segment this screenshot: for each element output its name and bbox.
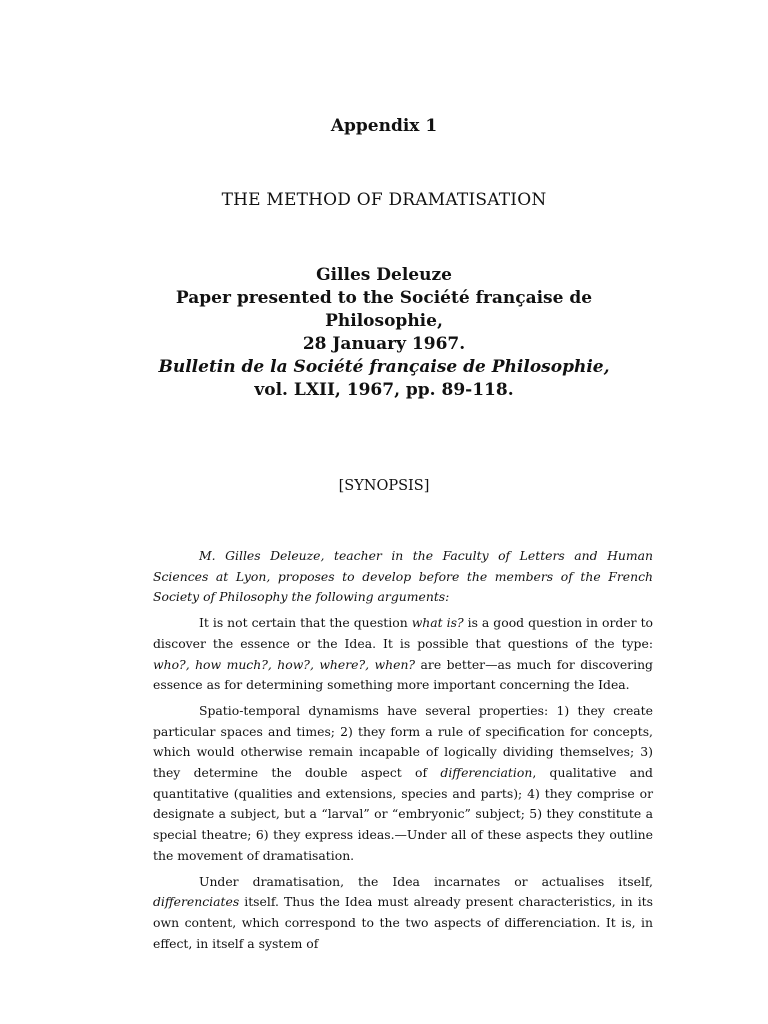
- paragraph-2: [153, 701, 653, 867]
- paragraph-3-text-b: itself. Thus the Idea must already present characteristics, in its own content, which correspond to the two aspects of differenciation. It is, in effect, in itself a system of: [153, 894, 653, 951]
- paragraph-1: [153, 613, 653, 696]
- paragraph-3: [153, 872, 653, 955]
- appendix-heading: Appendix 1: [330, 116, 438, 136]
- author-name: Gilles Deleuze: [316, 265, 452, 285]
- publication-info: [0, 264, 768, 402]
- document-title: THE METHOD OF DRAMATISATION: [221, 190, 547, 210]
- differenciation-term: differenciation: [440, 765, 533, 781]
- question-types: who?, how much?, how?, where?, when?: [153, 656, 416, 672]
- presentation-line-2: Philosophie,: [325, 311, 443, 331]
- paragraph-1-text-c: are better—as much for discovering essence as for determining something more important concerning the Idea.: [153, 656, 653, 693]
- paragraph-3-text-a: Under dramatisation, the Idea incarnates or actualises itself,: [199, 873, 653, 889]
- paragraph-2-text-b: , qualitative and quantitative (qualities and extensions, species and parts); 4) they comprise or designate a subject, but a “larval” or “embryonic” subject; 5) they constitute a special theatre; 6) they express ideas.—Under all of these aspects they outline the movement of dramatisation.: [153, 765, 653, 863]
- differenciates-term: differenciates: [153, 894, 240, 910]
- paragraph-2-text-a: Spatio-temporal dynamisms have several properties: 1) they create particular spaces and times; 2) they form a rule of specification for concepts, which would otherwise remain incapable of logically dividing themselves; 3) they determine the double aspect of: [153, 702, 653, 781]
- volume-info: vol. LXII, 1967, pp. 89-118.: [254, 380, 514, 400]
- synopsis-heading: [SYNOPSIS]: [338, 478, 430, 494]
- bulletin-title: Bulletin de la Société française de Philosophie,: [158, 357, 610, 377]
- what-is-phrase: what is?: [411, 615, 464, 631]
- paragraph-1-text-b: is a good question in order to discover the essence or the Idea. It is possible that questions of the type:: [153, 615, 654, 651]
- paragraph-1-text-a: It is not certain that the question: [199, 615, 412, 631]
- intro-paragraph: M. Gilles Deleuze, teacher in the Faculty of Letters and Human Sciences at Lyon, proposes to develop before the members of the French Society of Philosophy the following arguments:: [153, 548, 653, 605]
- presentation-date: 28 January 1967.: [302, 334, 466, 354]
- synopsis-body: [153, 546, 653, 959]
- presentation-line-1: Paper presented to the Société française de: [175, 288, 593, 308]
